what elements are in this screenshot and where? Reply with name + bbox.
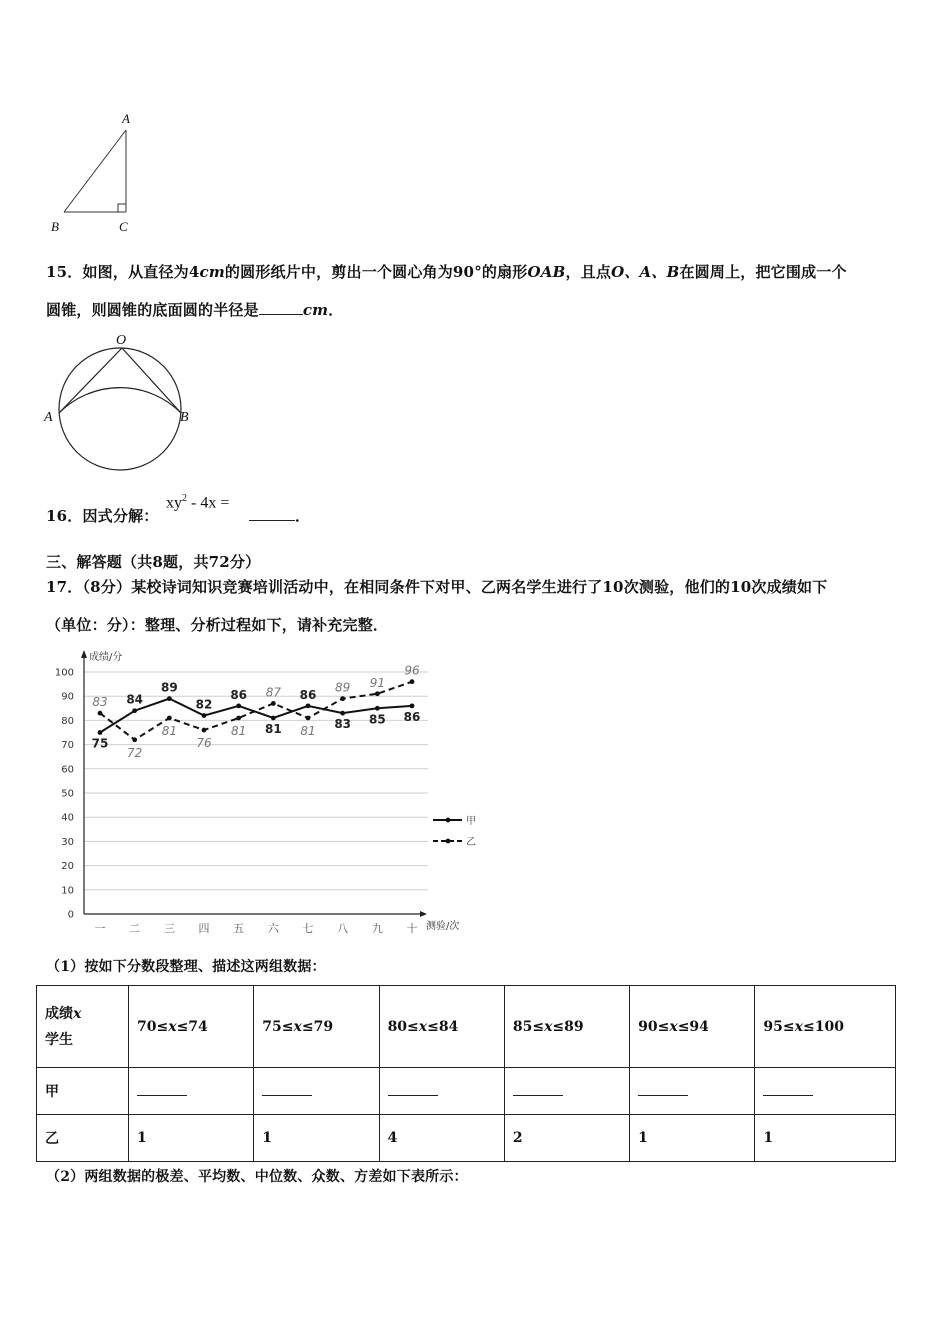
legend-yi-label: 乙 <box>466 837 476 848</box>
table-header-row <box>37 986 896 1068</box>
series-jia-point <box>167 696 172 701</box>
series-yi-data-label: 81 <box>300 723 316 738</box>
series-jia-data-label: 86 <box>299 687 317 702</box>
q17-part2: （2）两组数据的极差、平均数、中位数、众数、方差如下表所示： <box>46 1169 468 1185</box>
legend-jia-marker <box>446 818 451 823</box>
series-yi-data-label: 89 <box>335 680 351 695</box>
y-tick-label: 0 <box>67 909 74 921</box>
series-jia-data-label: 86 <box>403 709 421 724</box>
x-tick-label: 三 <box>163 922 175 935</box>
y-tick-label: 90 <box>61 691 74 703</box>
q15-line1: 15．如图，从直径为4cm的圆形纸片中，剪出一个圆心角为90°的扇形OAB，且点O、A、B在圆周上，把它围成一个 <box>46 263 847 281</box>
answer-blank[interactable] <box>259 302 303 315</box>
series-jia-data-label: 75 <box>91 736 109 751</box>
series-jia-line <box>100 699 412 733</box>
series-yi-data-label: 83 <box>92 695 108 710</box>
series-jia-data-label: 81 <box>264 721 282 736</box>
series-jia-data-label: 83 <box>334 717 352 732</box>
series-yi-point <box>410 679 415 684</box>
range-cell: 85≤x≤89 <box>504 986 629 1068</box>
legend-yi-marker <box>446 839 451 844</box>
count-cell: 1 <box>254 1115 379 1162</box>
q16-answer: ． <box>249 505 310 526</box>
x-tick-label: 四 <box>198 922 210 935</box>
row-label-jia: 甲 <box>37 1068 129 1115</box>
series-yi-data-label: 87 <box>265 685 281 700</box>
table-row-jia <box>37 1068 896 1115</box>
series-yi-point <box>271 701 276 706</box>
series-jia-point <box>375 706 380 711</box>
series-jia-point <box>410 703 415 708</box>
range-cell: 80≤x≤84 <box>379 986 504 1068</box>
header-cell: 成绩x 学生 <box>37 986 129 1068</box>
series-yi-data-label: 91 <box>369 675 385 690</box>
y-tick-label: 50 <box>61 788 74 800</box>
series-jia-point <box>271 716 276 721</box>
series-jia-point <box>340 711 345 716</box>
series-jia-point <box>306 703 311 708</box>
triangle-label-b: B <box>51 219 59 234</box>
q17-line1: 17．（8分）某校诗词知识竞赛培训活动中，在相同条件下对甲、乙两名学生进行了10次测验，他们的10次成绩如下 <box>46 578 828 596</box>
range-cell: 70≤x≤74 <box>129 986 254 1068</box>
range-cell: 90≤x≤94 <box>630 986 755 1068</box>
count-cell: 1 <box>630 1115 755 1162</box>
table-row-yi <box>37 1115 896 1162</box>
x-axis-label: 测验/次 <box>426 921 460 932</box>
count-cell: 1 <box>755 1115 896 1162</box>
y-axis-arrow <box>81 650 87 658</box>
series-jia-data-label: 82 <box>195 697 213 712</box>
x-tick-label: 十 <box>406 922 418 935</box>
triangle-label-a: A <box>122 111 130 126</box>
series-yi-point <box>236 716 241 721</box>
series-yi-data-label: 72 <box>127 745 143 760</box>
q17-line2: （单位：分）：整理、分析过程如下，请补充完整． <box>46 616 389 634</box>
series-jia-point <box>202 713 207 718</box>
x-tick-label: 七 <box>302 922 314 935</box>
series-jia-data-label: 84 <box>126 692 144 707</box>
series-yi-point <box>340 696 345 701</box>
count-cell: 2 <box>504 1115 629 1162</box>
blank-cell[interactable] <box>755 1068 896 1115</box>
series-yi-data-label: 76 <box>196 736 212 751</box>
row-label-yi: 乙 <box>37 1115 129 1162</box>
y-axis-label: 成绩/分 <box>89 652 123 663</box>
y-tick-label: 30 <box>61 836 74 848</box>
y-tick-label: 40 <box>61 812 74 824</box>
series-yi-point <box>132 737 137 742</box>
y-tick-label: 10 <box>61 885 74 897</box>
blank-cell[interactable] <box>504 1068 629 1115</box>
series-jia-data-label: 85 <box>368 712 386 727</box>
count-cell: 4 <box>379 1115 504 1162</box>
y-tick-label: 60 <box>61 764 74 776</box>
x-axis-arrow <box>420 911 427 917</box>
x-tick-label: 五 <box>233 922 245 935</box>
series-jia-data-label: 86 <box>230 687 248 702</box>
x-tick-label: 一 <box>94 922 106 935</box>
x-tick-label: 九 <box>371 922 383 935</box>
blank-cell[interactable] <box>379 1068 504 1115</box>
circle-label-a: A <box>44 410 53 425</box>
legend-jia-label: 甲 <box>466 816 476 827</box>
section-heading: 三、解答题（共8题，共72分） <box>46 553 261 571</box>
series-yi-point <box>98 711 103 716</box>
series-jia-point <box>132 708 137 713</box>
distribution-table <box>36 985 896 1162</box>
range-cell: 95≤x≤100 <box>755 986 896 1068</box>
circle-label-b: B <box>180 410 189 425</box>
series-yi-data-label: 81 <box>231 723 247 738</box>
q16-expression: $xy^2 - 4x$ = <box>166 493 230 512</box>
series-yi-point <box>375 691 380 696</box>
q15-line2: 圆锥，则圆锥的底面圆的半径是 cm． <box>46 301 344 319</box>
series-jia-data-label: 89 <box>160 680 178 695</box>
circle-label-o: O <box>116 333 127 348</box>
circle-sector-figure <box>40 335 200 485</box>
count-cell: 1 <box>129 1115 254 1162</box>
x-tick-label: 六 <box>267 922 279 935</box>
q16-label: 16．因式分解： <box>46 507 159 525</box>
blank-cell[interactable] <box>129 1068 254 1115</box>
series-yi-data-label: 96 <box>404 663 420 678</box>
y-tick-label: 70 <box>61 740 74 752</box>
triangle-label-c: C <box>119 219 128 234</box>
series-yi-data-label: 81 <box>161 723 177 738</box>
y-tick-label: 100 <box>54 667 74 679</box>
answer-blank-q16[interactable] <box>249 508 295 521</box>
x-tick-label: 二 <box>129 922 141 935</box>
series-yi-point <box>306 716 311 721</box>
x-tick-label: 八 <box>337 922 349 935</box>
series-yi-point <box>167 716 172 721</box>
q17-part1: （1）按如下分数段整理、描述这两组数据： <box>46 959 326 975</box>
range-cell: 75≤x≤79 <box>254 986 379 1068</box>
blank-cell[interactable] <box>630 1068 755 1115</box>
series-jia-point <box>98 730 103 735</box>
y-tick-label: 80 <box>61 715 74 727</box>
score-line-chart <box>40 645 490 940</box>
blank-cell[interactable] <box>254 1068 379 1115</box>
y-tick-label: 20 <box>61 861 74 873</box>
series-yi-point <box>202 728 207 733</box>
series-jia-point <box>236 703 241 708</box>
